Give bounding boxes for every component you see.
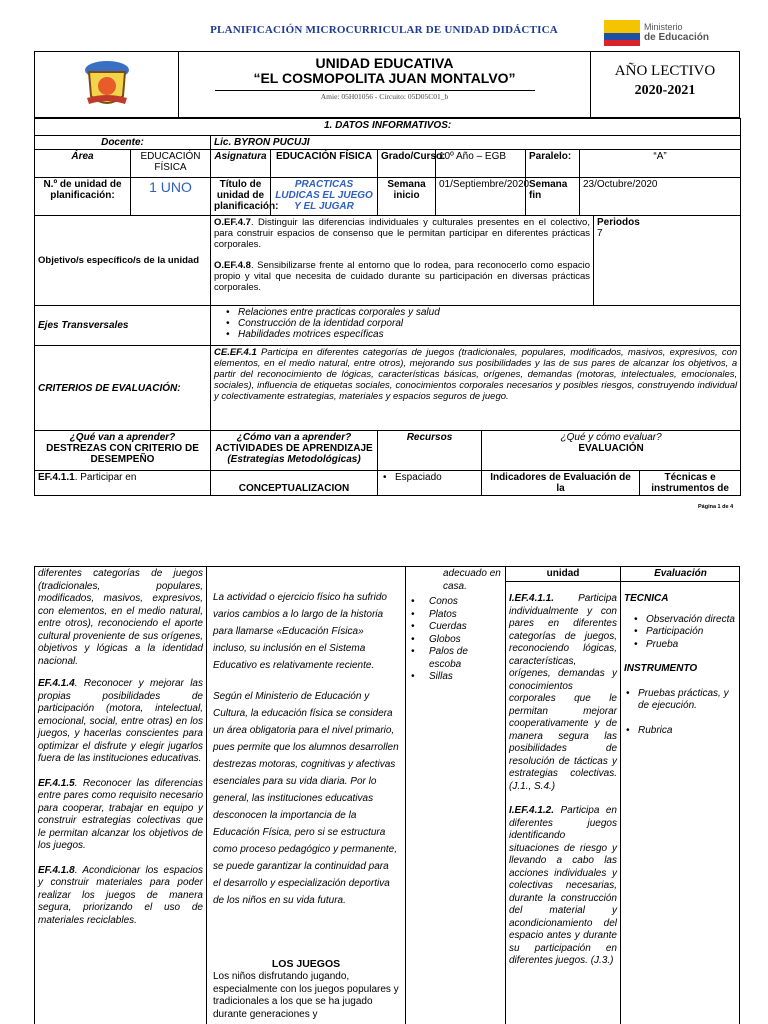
destreza-first-cell [35, 471, 211, 496]
ministry-line1: Ministerio [644, 22, 683, 32]
objetivo1-code: O.EF.4.7 [214, 217, 251, 228]
act-para3: Los niños disfrutando jugando, especialmente con los juegos populares y tradicionales a los que se ha jugado durante generaciones y [213, 971, 399, 1020]
semana-inicio-value: 01/Septiembre/2020 [436, 178, 526, 216]
instrumento-label: INSTRUMENTO [624, 663, 698, 674]
periodos-value: 7 [597, 228, 603, 239]
criterio-text: Participa en diferentes categorías de juegos (tradicionales, populares, modificados, masivos, expresivos, con elementos, en el medio natural, entre otros), mejorando sus posibilidades y las de sus pares de alcanzar los objetivos, a partir del reconocimiento de lógicas, características básicas, orígenes, demandas (motoras, intelectuales, emocionales, sociales), influencia de etiquetas sociales, conocimientos corporales necesarios y posibles riesgos, construyendo individual y colectivamente estrategias, materiales y espacios seguros de juego. [214, 347, 738, 402]
school-header-box [34, 51, 740, 118]
ejes-cell [211, 306, 741, 346]
grado-value: 10º Año – EGB [436, 150, 526, 178]
objetivos-label: Objetivo/s específico/s de la unidad [35, 216, 211, 306]
recurso-item: • Palos de escoba [409, 646, 501, 671]
asignatura-value: EDUCACIÓN FÍSICA [271, 150, 378, 178]
actividades-column [213, 589, 399, 909]
info-table [34, 118, 741, 496]
col-h4b: Técnicas e instrumentos de [640, 471, 741, 496]
tecnica-label: TECNICA [624, 593, 669, 604]
titulo-value: PRACTICAS LUDICAS EL JUEGO Y EL JUGAR [271, 178, 378, 216]
recursos-column [409, 568, 501, 684]
school-line2: “EL COSMOPOLITA JUAN MONTALVO” [253, 70, 516, 86]
destreza-continuation: diferentes categorías de juegos (tradicionales, populares, modificados, masivos, expresivos, con elementos, en el medio natural, entre otros), reconociendo el aporte cultural proveniente de sus orígenes, objetivos y lógicas a la identidad nacional. [38, 568, 203, 667]
page-number: Página 1 de 4 [698, 504, 734, 510]
col-h4: EVALUACIÓN [578, 443, 644, 454]
col-recursos-header: Recursos [378, 431, 482, 471]
periodos-cell [594, 216, 741, 306]
recurso-first-cell [378, 471, 482, 496]
semana-fin-label: Semana fin [526, 178, 580, 216]
periodos-label: Periodos [597, 217, 640, 228]
eje-item: • Relaciones entre practicas corporales y salud [224, 307, 737, 318]
col-evaluacion-header [482, 431, 741, 471]
col-q1: ¿Qué van a aprender? [69, 432, 176, 443]
instrumento-item: • Rubrica [624, 725, 738, 738]
criterios-cell [211, 346, 741, 431]
tecnica-item: • Prueba [632, 639, 738, 652]
ministry-line2: de Educación [644, 32, 710, 43]
destreza-start: . Participar en [74, 472, 137, 483]
destreza-text: . Acondicionar los espacios y construir materiales para poder realizar los juegos de manera segura, priorizando el uso de materiales reciclables. [38, 864, 203, 926]
indicadores-header: unidad [546, 568, 580, 579]
col-destrezas-header [35, 431, 211, 471]
area-label: Área [35, 150, 131, 178]
col-h2: ACTIVIDADES DE APRENDIZAJE [215, 443, 373, 454]
recurso-item: • Cuerdas [409, 621, 501, 634]
unidad-value: 1 UNO [131, 178, 211, 216]
objetivo2-text: . Sensibilizarse frente al entorno que lo rodea, para reconocerlo como espacio propio y vital que necesita de cuidado durante su participación en diversas prácticas corporales. [214, 260, 590, 293]
recurso-item: • Sillas [409, 671, 501, 684]
ejes-label: Ejes Transversales [35, 306, 211, 346]
col-q2: ¿Cómo van a aprender? [236, 432, 352, 443]
area-value: EDUCACIÓN FÍSICA [131, 150, 211, 178]
titulo-label: Título de unidad de planificación: [211, 178, 271, 216]
tecnica-item: • Participación [632, 626, 738, 639]
act-head: CONCEPTUALIZACION [211, 471, 378, 496]
destreza-text: . Reconocer y mejorar las propias posibilidades de participación (motora, intelectual, emocional, social, entre otras) en los juegos, y hacerlas conscientes para optimizar el disfrute y elegir jugarlos fuera de las instituciones educativas. [38, 678, 203, 764]
evaluacion-column [624, 593, 738, 737]
col-actividades-header [211, 431, 378, 471]
page2-table [34, 566, 740, 1024]
criterios-label: CRITERIOS DE EVALUACIÓN: [35, 346, 211, 431]
recurso-item: • Globos [409, 634, 501, 647]
semana-inicio-label: Semana inicio [378, 178, 436, 216]
act-para1: La actividad o ejercicio físico ha sufrido varios cambios a lo largo de la historia para llamarse «Educación Física» incluso, su inclusión en el Sistema Educativo es relativamente reciente. [213, 592, 387, 671]
ministry-logo [604, 18, 714, 52]
objetivo1-text: . Distinguir las diferencias individuales y culturales presentes en el colectivo, para construir espacios de consenso que le permitan participar en diferentes prácticas corporales. [214, 217, 590, 250]
objetivo2-code: O.EF.4.8 [214, 260, 251, 271]
docente-label: Docente: [35, 136, 211, 150]
destreza-code: EF.4.1.1 [38, 472, 75, 483]
indicador-code: I.EF.4.1.2. [509, 805, 555, 816]
paralelo-value: “A” [580, 150, 741, 178]
destreza-code: EF.4.1.8 [38, 864, 75, 876]
criterio-code: CE.EF.4.1 [214, 347, 257, 358]
indicador-text: Participa individualmente y con pares en diferentes categorías de juegos, reconociendo lógicas, características, orígenes, demandas y conocimientos corporales que le permitan mejorar cooperativamente y de manera segura las posibilidades de resolución de tácticas y estrategias colectivas. (J.1., S.4.) [509, 593, 617, 792]
section-title: 1. DATOS INFORMATIVOS: [35, 119, 741, 136]
destrezas-column [38, 568, 203, 927]
destreza-text: . Reconocer las diferencias entre pares como requisito necesario para cooperar, trabajar en equipo y construir estrategias colectivas que le permitan alcanzar los objetivos de los juegos. [38, 777, 203, 851]
grado-label: Grado/Curso: [378, 150, 436, 178]
col-h1: DESTREZAS CON CRITERIO DE DESEMPEÑO [46, 443, 199, 465]
act-subtitle: LOS JUEGOS [271, 958, 341, 970]
school-line1: UNIDAD EDUCATIVA [315, 55, 454, 71]
act-para2: Según el Ministerio de Educación y Cultura, la educación física se considera un área obligatoria para el nivel primario, pues permite que los alumnos desarrollen destrezas motoras, cognitivas y afectivas esenciales para su vida diaria. Por lo general, las instituciones educativas desconocen la importancia de la Educación Física, pero si se estructura como proceso pedagógico y permanente, se puede garantizar la continuidad para el desarrollo y especialización deportiva de los niños en su vida futura. [213, 691, 399, 906]
col-h4a: Indicadores de Evaluación de la [482, 471, 640, 496]
school-crest-icon [79, 58, 135, 110]
eje-item: • Construcción de la identidad corporal [224, 318, 737, 329]
paralelo-label: Paralelo: [526, 150, 580, 178]
year-label: AÑO LECTIVO [614, 63, 716, 79]
destreza-code: EF.4.1.5 [38, 777, 75, 789]
semana-fin-value: 23/Octubre/2020 [580, 178, 741, 216]
evaluacion-header: Evaluación [654, 568, 707, 579]
instrumento-item: • Pruebas prácticas, y de ejecución. [624, 688, 738, 713]
col-q4: ¿Qué y cómo evaluar? [560, 432, 662, 443]
document-title: PLANIFICACIÓN MICROCURRICULAR DE UNIDAD DIDÁCTICA [210, 24, 558, 36]
eje-item: • Habilidades motrices específicas [224, 329, 737, 340]
col-h2b: (Estrategias Metodológicas) [227, 454, 361, 465]
asignatura-label: Asignatura [211, 150, 271, 178]
ecuador-flag-icon [604, 20, 640, 46]
tecnica-item: • Observación directa [632, 614, 738, 627]
year-value: 2020-2021 [634, 83, 696, 98]
objetivos-cell [211, 216, 594, 306]
recurso-item: • Espaciado [381, 472, 478, 483]
docente-value: Lic. BYRON PUCUJI [211, 136, 741, 150]
indicador-code: I.EF.4.1.1. [509, 593, 555, 604]
recurso-item: • Conos [409, 596, 501, 609]
recurso-item: • Platos [409, 609, 501, 622]
destreza-code: EF.4.1.4 [38, 678, 75, 689]
indicadores-column [509, 593, 617, 968]
school-codes: Amie: 05H01056 - Circuito: 05D05C01_b [320, 92, 449, 101]
unidad-label: N.º de unidad de planificación: [35, 178, 131, 216]
recursos-continuation: adecuado en casa. [443, 568, 501, 592]
indicador-text: Participa en diferentes juegos identificando situaciones de riesgo y llevando a cabo las acciones individuales y colectivas necesarias, durante la construcción del material y acondicionamiento del espacio antes y durante su participación en diferentes juegos. (J.3.) [509, 805, 617, 966]
